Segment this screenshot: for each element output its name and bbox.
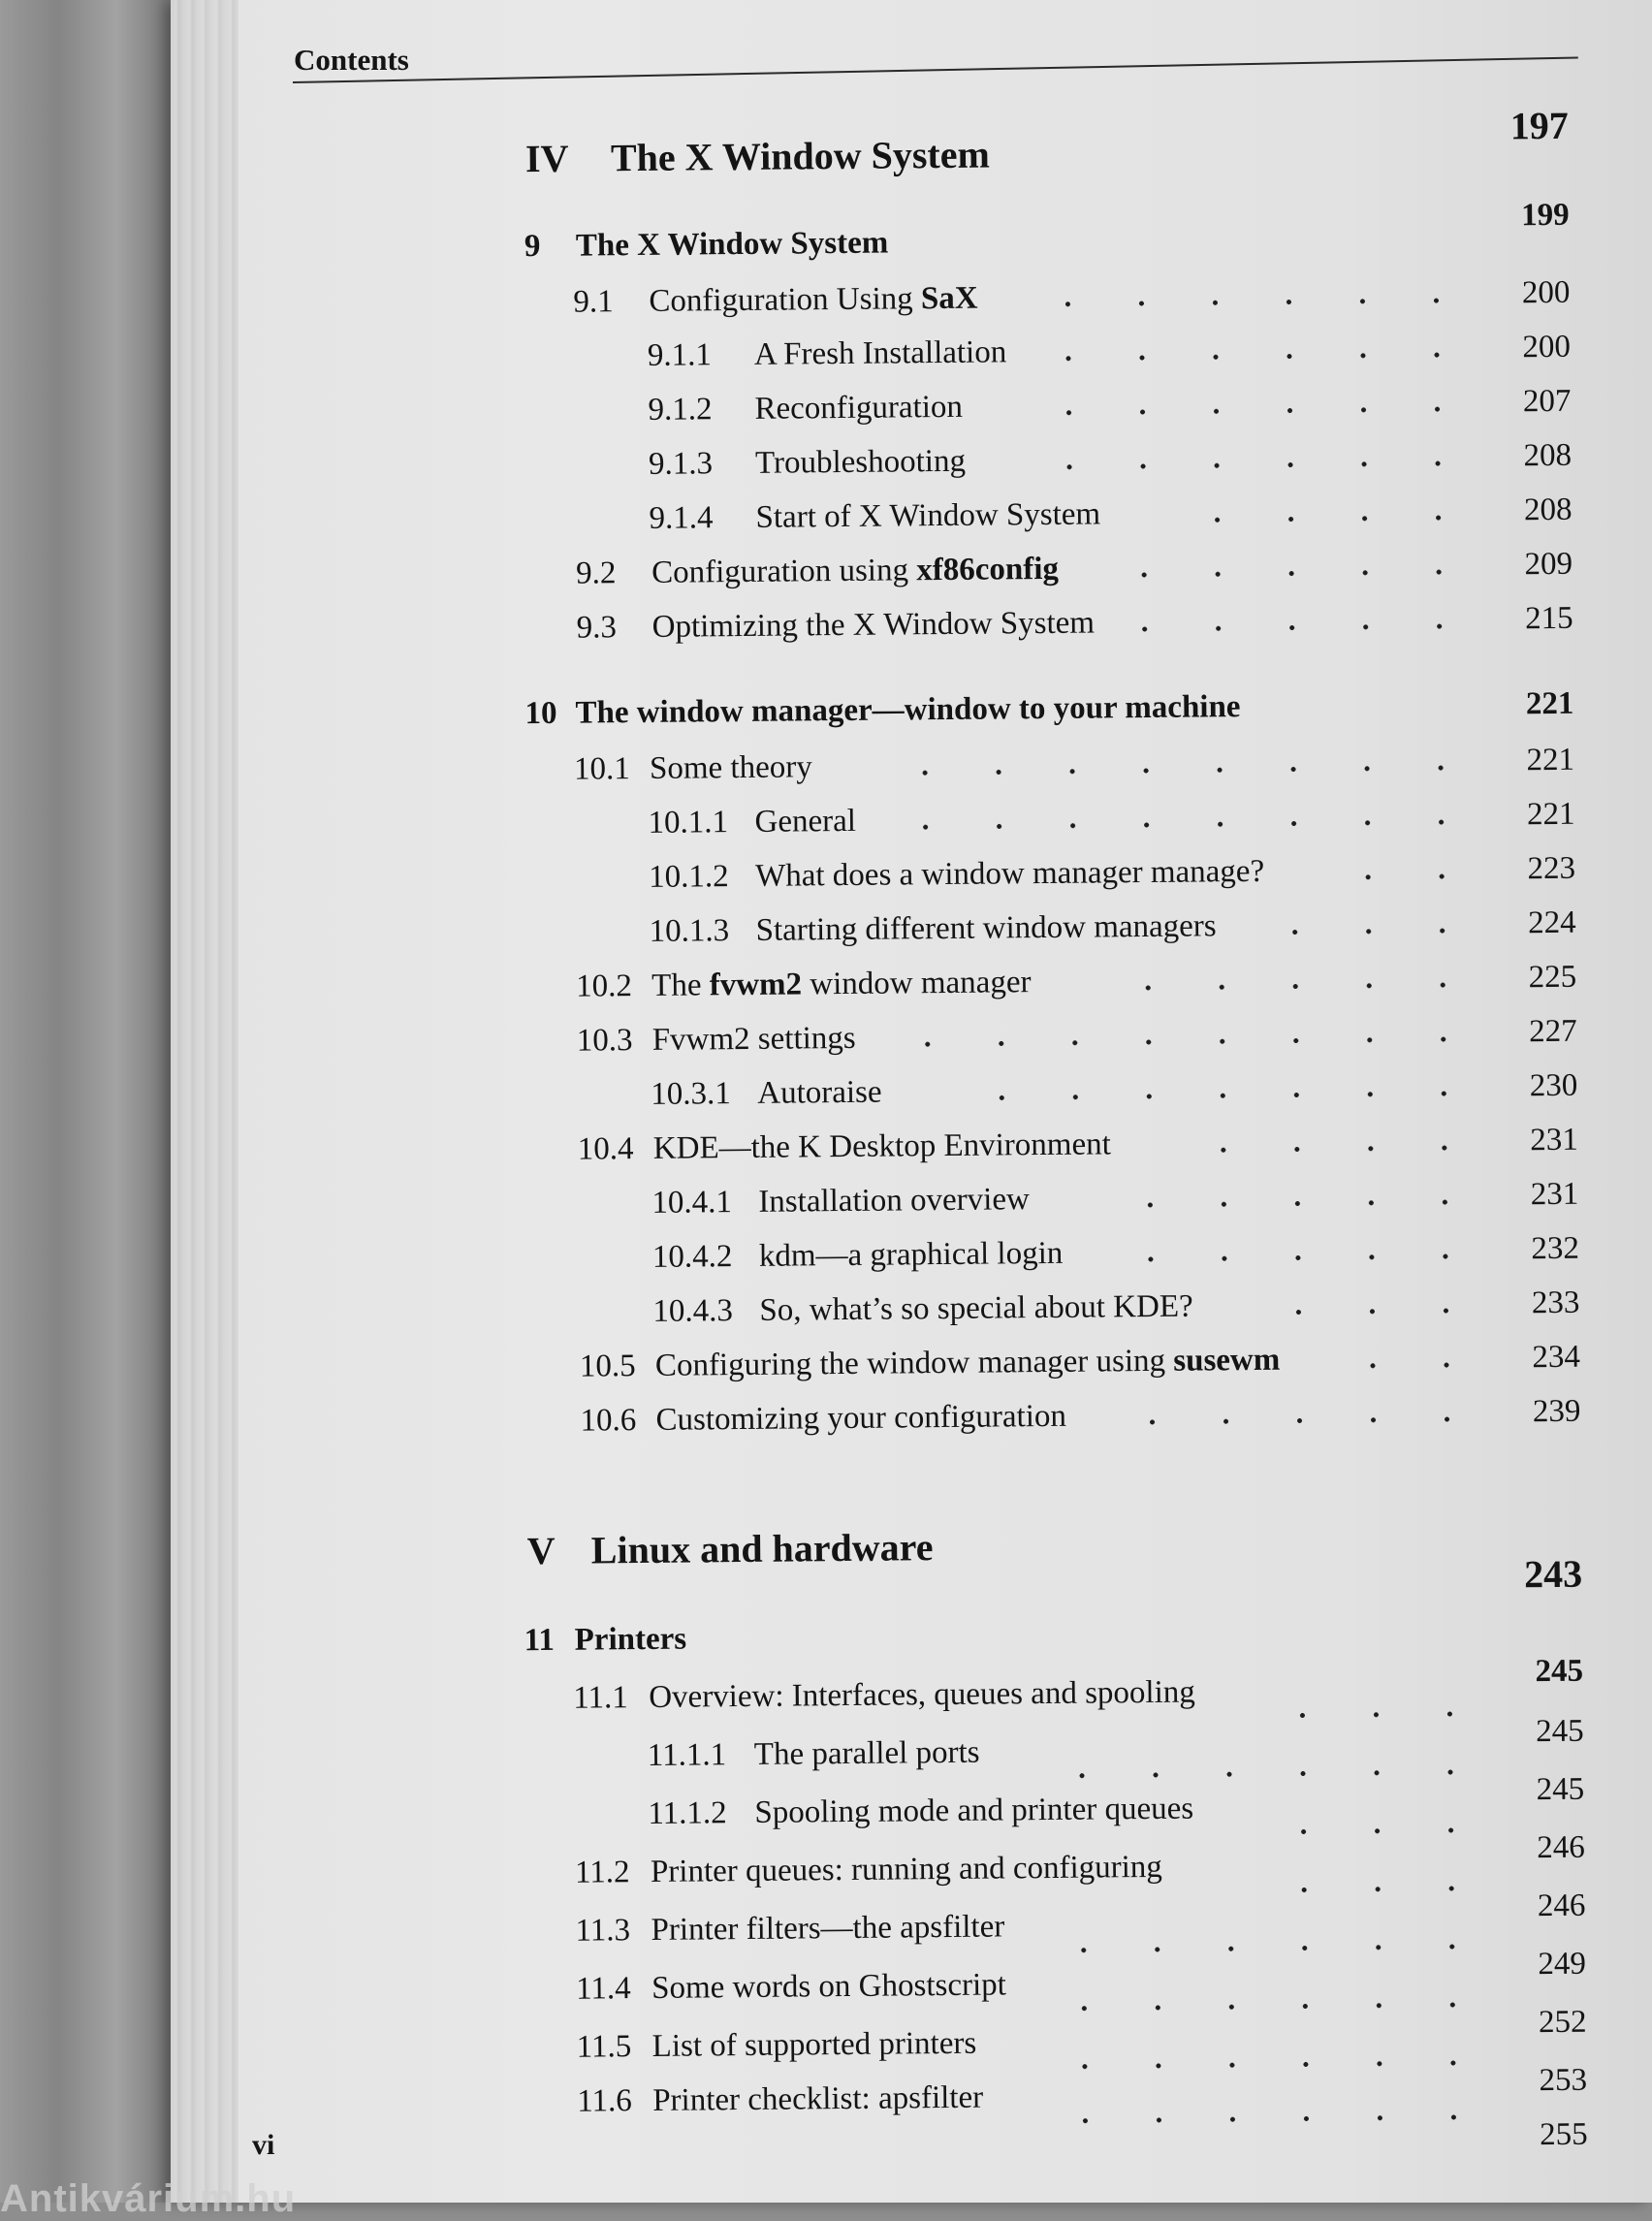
entry-title: Starting different window managers [755, 908, 1217, 948]
entry-number: 11.1.1 [647, 1737, 727, 1773]
entry-number: 11.1.2 [648, 1795, 727, 1831]
entry-title: KDE—the K Desktop Environment [652, 1126, 1111, 1166]
entry-title: Some words on Ghostscript [651, 1967, 1007, 2006]
dot-leader [1126, 623, 1477, 632]
entry-title: kdm—a graphical login [758, 1235, 1064, 1274]
entry-title: A Fresh Installation [753, 334, 1007, 372]
toc-entry [0, 1013, 1651, 1077]
entry-number: 10.4.2 [651, 1239, 733, 1275]
entry-title: Some theory [649, 749, 812, 786]
toc-entry [7, 1845, 1652, 1924]
toc-entry [1, 1285, 1652, 1348]
entry-title: Configuration using xf86config [651, 551, 1060, 590]
toc-entry [6, 1729, 1652, 1808]
entry-title: Configuration Using SaX [649, 280, 978, 319]
toc-entry [0, 546, 1646, 610]
entry-page: 208 [1523, 437, 1573, 474]
entry-number: 11.2 [574, 1855, 630, 1890]
entry-number: 10.1.2 [648, 859, 729, 895]
toc-entry [0, 383, 1645, 447]
chapter-heading [0, 685, 1648, 749]
entry-number: 9.1.2 [648, 392, 713, 428]
entry-page: 246 [1537, 1888, 1586, 1924]
entry-page: 245 [1536, 1771, 1585, 1808]
entry-page: 224 [1527, 904, 1576, 941]
dot-leader [1353, 1362, 1483, 1369]
entry-page: 253 [1539, 2062, 1588, 2099]
dot-leader [1048, 298, 1473, 307]
toc-entry [0, 742, 1648, 806]
entry-number: 10.4.3 [652, 1293, 734, 1329]
entry-number: 11.4 [575, 1971, 631, 2007]
entry-number: 10.5 [579, 1348, 636, 1384]
entry-page: 223 [1527, 850, 1576, 887]
entry-number: 9.1.3 [648, 446, 714, 482]
dot-leader [1276, 928, 1479, 936]
dot-leader [1130, 1199, 1481, 1208]
entry-number: 10.4.1 [651, 1185, 733, 1221]
part-title: The X Window System [610, 132, 991, 180]
chapter-title: The window manager—window to your machine [575, 689, 1241, 731]
chapter-number: 9 [524, 228, 541, 265]
entry-title: Customizing your configuration [655, 1398, 1067, 1438]
dot-leader [1125, 569, 1476, 578]
entry-page: 255 [1539, 2116, 1588, 2153]
dot-leader [1128, 982, 1479, 991]
part-heading [0, 103, 1642, 189]
chapter-heading [0, 197, 1643, 282]
entry-page: 233 [1531, 1285, 1580, 1321]
chapter-title: Printers [574, 1621, 687, 1658]
toc-entry [2, 1393, 1652, 1457]
entry-title: Autoraise [757, 1074, 882, 1111]
entry-title: Installation overview [758, 1182, 1031, 1220]
entry-page: 209 [1524, 546, 1573, 583]
entry-number: 10.1.3 [649, 913, 730, 949]
toc-entry [0, 850, 1649, 914]
entry-page: 200 [1521, 274, 1571, 311]
entry-number: 11.3 [575, 1913, 631, 1949]
entry-page: 231 [1530, 1176, 1579, 1213]
toc-entry [0, 329, 1644, 393]
command-name: SaX [920, 280, 978, 317]
entry-number: 9.1.4 [649, 500, 714, 536]
chapter-page: 221 [1525, 685, 1574, 722]
dot-leader [982, 1091, 1480, 1101]
dot-leader [1065, 2060, 1490, 2070]
entry-title: Fvwm2 settings [651, 1020, 856, 1058]
entry-page: 231 [1530, 1122, 1578, 1158]
dot-leader [906, 819, 1478, 831]
entry-title: Printer checklist: apsfilter [652, 2079, 984, 2118]
command-name: fvwm2 [709, 967, 803, 1003]
entry-number: 11.5 [576, 2029, 632, 2065]
entry-number: 10.3.1 [651, 1076, 731, 1112]
entry-page: 246 [1537, 1829, 1585, 1866]
dot-leader [1133, 1416, 1484, 1425]
entry-title: Optimizing the X Window System [651, 605, 1096, 645]
part-title: Linux and hardware [590, 1525, 934, 1572]
part-number: V [526, 1528, 556, 1573]
toc-entry [0, 1176, 1652, 1240]
entry-title: General [754, 803, 857, 840]
entry-title: Overview: Interfaces, queues and spooling [649, 1674, 1195, 1715]
chapter-heading [5, 1612, 1652, 1690]
toc-entry [0, 1122, 1652, 1186]
entry-title: Printer filters—the apsfilter [651, 1909, 1005, 1948]
entry-page: 200 [1522, 329, 1572, 365]
toc-entry [0, 796, 1649, 860]
dot-leader [1285, 1886, 1488, 1893]
dot-leader [1064, 2002, 1489, 2012]
chapter-page: 199 [1520, 197, 1570, 234]
chapter-page: 245 [1535, 1653, 1584, 1690]
entry-page: 225 [1528, 959, 1577, 996]
toc-entry [0, 437, 1645, 501]
entry-number: 10.1 [573, 751, 630, 787]
part-heading [4, 1517, 1652, 1597]
chapter-title: The X Window System [575, 225, 889, 264]
entry-number: 10.3 [576, 1023, 633, 1059]
dot-leader [1204, 1145, 1481, 1154]
command-name: xf86config [916, 551, 1060, 588]
entry-number: 10.2 [576, 968, 633, 1004]
entry-title: Troubleshooting [754, 443, 967, 481]
entry-page: 232 [1531, 1230, 1580, 1267]
dot-leader [1198, 515, 1476, 524]
entry-page: 252 [1538, 2004, 1587, 2041]
entry-number: 11.1 [573, 1680, 628, 1716]
running-head: Contents [294, 43, 409, 77]
dot-leader [1050, 460, 1475, 470]
toc-entry [0, 1067, 1652, 1131]
toc-entry [6, 1787, 1652, 1866]
entry-number: 9.3 [576, 610, 618, 646]
dot-leader [908, 1036, 1480, 1048]
dot-leader [1063, 1769, 1487, 1779]
dot-leader [1285, 1827, 1488, 1835]
entry-page: 249 [1538, 1946, 1587, 1983]
toc-entry [1, 1230, 1652, 1294]
entry-title: The parallel ports [753, 1734, 980, 1772]
entry-title: Printer queues: running and configuring [650, 1849, 1163, 1889]
entry-number: 9.2 [575, 555, 617, 591]
dot-leader [1131, 1253, 1482, 1262]
entry-title: Configuring the window manager using susewm [654, 1342, 1281, 1383]
page-folio: vi [252, 2129, 275, 2161]
watermark: Antikvárium.hu [0, 2177, 297, 2220]
toc-entry [0, 959, 1650, 1023]
part-number: IV [524, 136, 569, 181]
chapter-number: 11 [524, 1622, 556, 1659]
entry-page: 227 [1529, 1013, 1577, 1050]
entry-title: Spooling mode and printer queues [754, 1791, 1194, 1830]
entry-number: 9.1.1 [647, 337, 713, 373]
toc-entry [5, 1670, 1652, 1750]
part-page: 243 [1523, 1551, 1583, 1597]
dot-leader [1065, 2114, 1490, 2124]
entry-number: 9.1 [573, 284, 614, 320]
toc-entry [0, 274, 1644, 338]
entry-page: 215 [1524, 600, 1573, 637]
toc-entry [0, 904, 1650, 968]
entry-page: 230 [1529, 1067, 1578, 1104]
toc-entry [0, 492, 1646, 555]
entry-page: 221 [1526, 742, 1575, 778]
entry-page: 221 [1526, 796, 1575, 833]
entry-number: 10.1.1 [648, 805, 729, 841]
entry-title: Start of X Window System [755, 496, 1101, 535]
command-name: susewm [1173, 1342, 1281, 1379]
entry-title: List of supported printers [651, 2025, 977, 2064]
entry-number: 11.6 [577, 2083, 632, 2119]
entry-number: 10.6 [580, 1403, 637, 1439]
entry-page: 207 [1522, 383, 1572, 420]
dot-leader [1279, 1308, 1482, 1316]
entry-page: 239 [1532, 1393, 1581, 1430]
dot-leader [1064, 1944, 1489, 1953]
dot-leader [1283, 1711, 1486, 1719]
entry-title: So, what’s so special about KDE? [759, 1288, 1193, 1328]
chapter-number: 10 [524, 695, 557, 732]
dot-leader [905, 765, 1477, 777]
entry-title: The fvwm2 window manager [651, 965, 1032, 1003]
entry-title: Reconfiguration [754, 389, 964, 427]
entry-number: 10.4 [577, 1131, 634, 1167]
entry-page: 208 [1523, 492, 1573, 528]
toc-entry [8, 1961, 1652, 2041]
toc-entry [0, 600, 1647, 664]
toc-entry [7, 1903, 1652, 1983]
entry-page: 245 [1535, 1713, 1584, 1750]
entry-title: What does a window manager manage? [754, 853, 1265, 894]
dot-leader [1049, 352, 1474, 362]
toc-entry [2, 1339, 1652, 1403]
dot-leader [1349, 873, 1478, 880]
entry-page: 234 [1532, 1339, 1581, 1376]
part-page: 197 [1509, 103, 1569, 148]
dot-leader [1050, 406, 1475, 416]
